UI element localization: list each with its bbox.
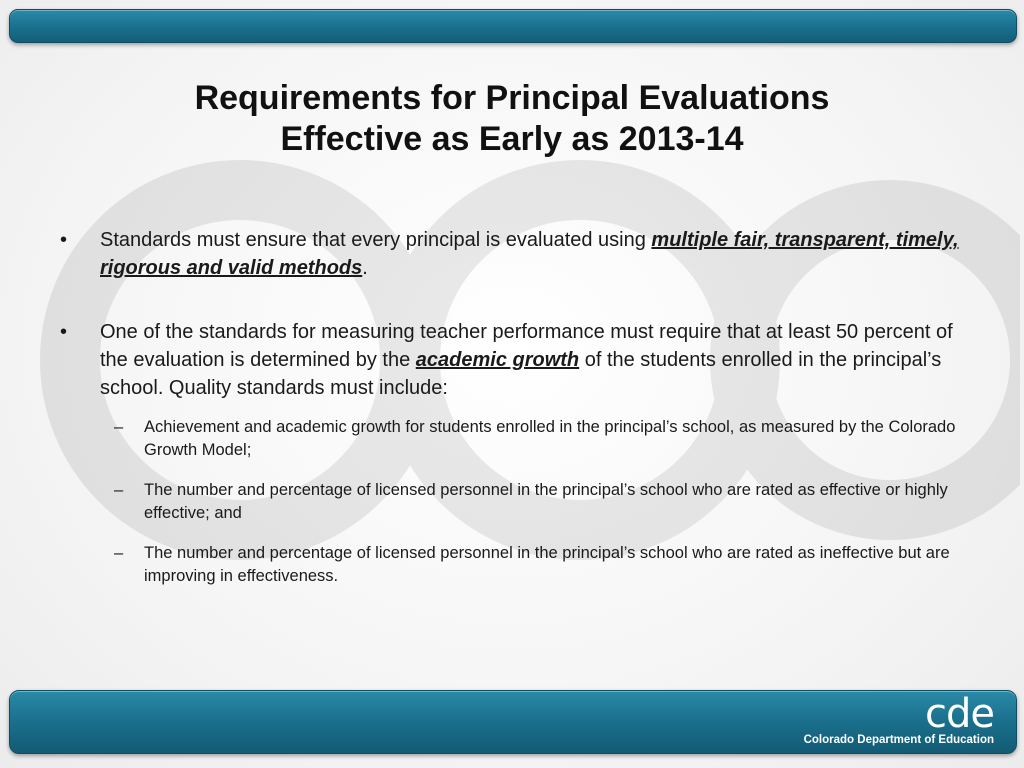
- sub-bullet-item: [114, 479, 964, 525]
- top-banner: [9, 9, 1017, 43]
- bullet-text-end: of the students enrolled in the principal’s school. Quality standards must include:: [100, 349, 942, 399]
- bullet-text-end: .: [362, 257, 368, 279]
- sub-bullet-marker: –: [114, 544, 124, 562]
- title-line-1: Requirements for Principal Evaluations: [194, 79, 830, 117]
- bullet-item: [60, 226, 960, 282]
- bullet-marker: •: [60, 321, 68, 343]
- sub-bullet-item: [114, 416, 964, 462]
- bullet-emphasis: academic growth: [415, 349, 580, 371]
- bullet-text: One of the standards for measuring teacher performance must require that at least 50 percent of the evaluation is determined by the: [100, 321, 953, 371]
- sub-bullet-text: The number and percentage of licensed personnel in the principal’s school who are rated as effective or highly effective; and: [144, 481, 948, 522]
- sub-bullet-text: Achievement and academic growth for students enrolled in the principal’s school, as measured by the Colorado Growth Model;: [144, 418, 956, 459]
- sub-bullet-marker: –: [114, 481, 124, 499]
- footer-banner: [9, 690, 1017, 754]
- bullet-marker: •: [60, 229, 68, 251]
- cde-logo: [803, 691, 994, 747]
- sub-bullet-text: The number and percentage of licensed personnel in the principal’s school who are rated as ineffective but are improving in effectiveness.: [144, 544, 950, 585]
- bullet-emphasis: multiple fair, transparent, timely, rigorous and valid methods: [100, 229, 959, 279]
- sub-bullet-marker: –: [114, 418, 124, 436]
- sub-bullet-list: [60, 416, 960, 588]
- sub-bullet-item: [114, 542, 964, 588]
- slide-title: [0, 78, 1024, 160]
- slide-content: [60, 226, 960, 605]
- bullet-item: [60, 318, 960, 402]
- bullet-text: Standards must ensure that every principal is evaluated using: [100, 229, 652, 251]
- logo-mark: cde: [925, 691, 994, 737]
- logo-text: Colorado Department of Education: [803, 734, 994, 746]
- title-line-2: Effective as Early as 2013-14: [280, 120, 744, 158]
